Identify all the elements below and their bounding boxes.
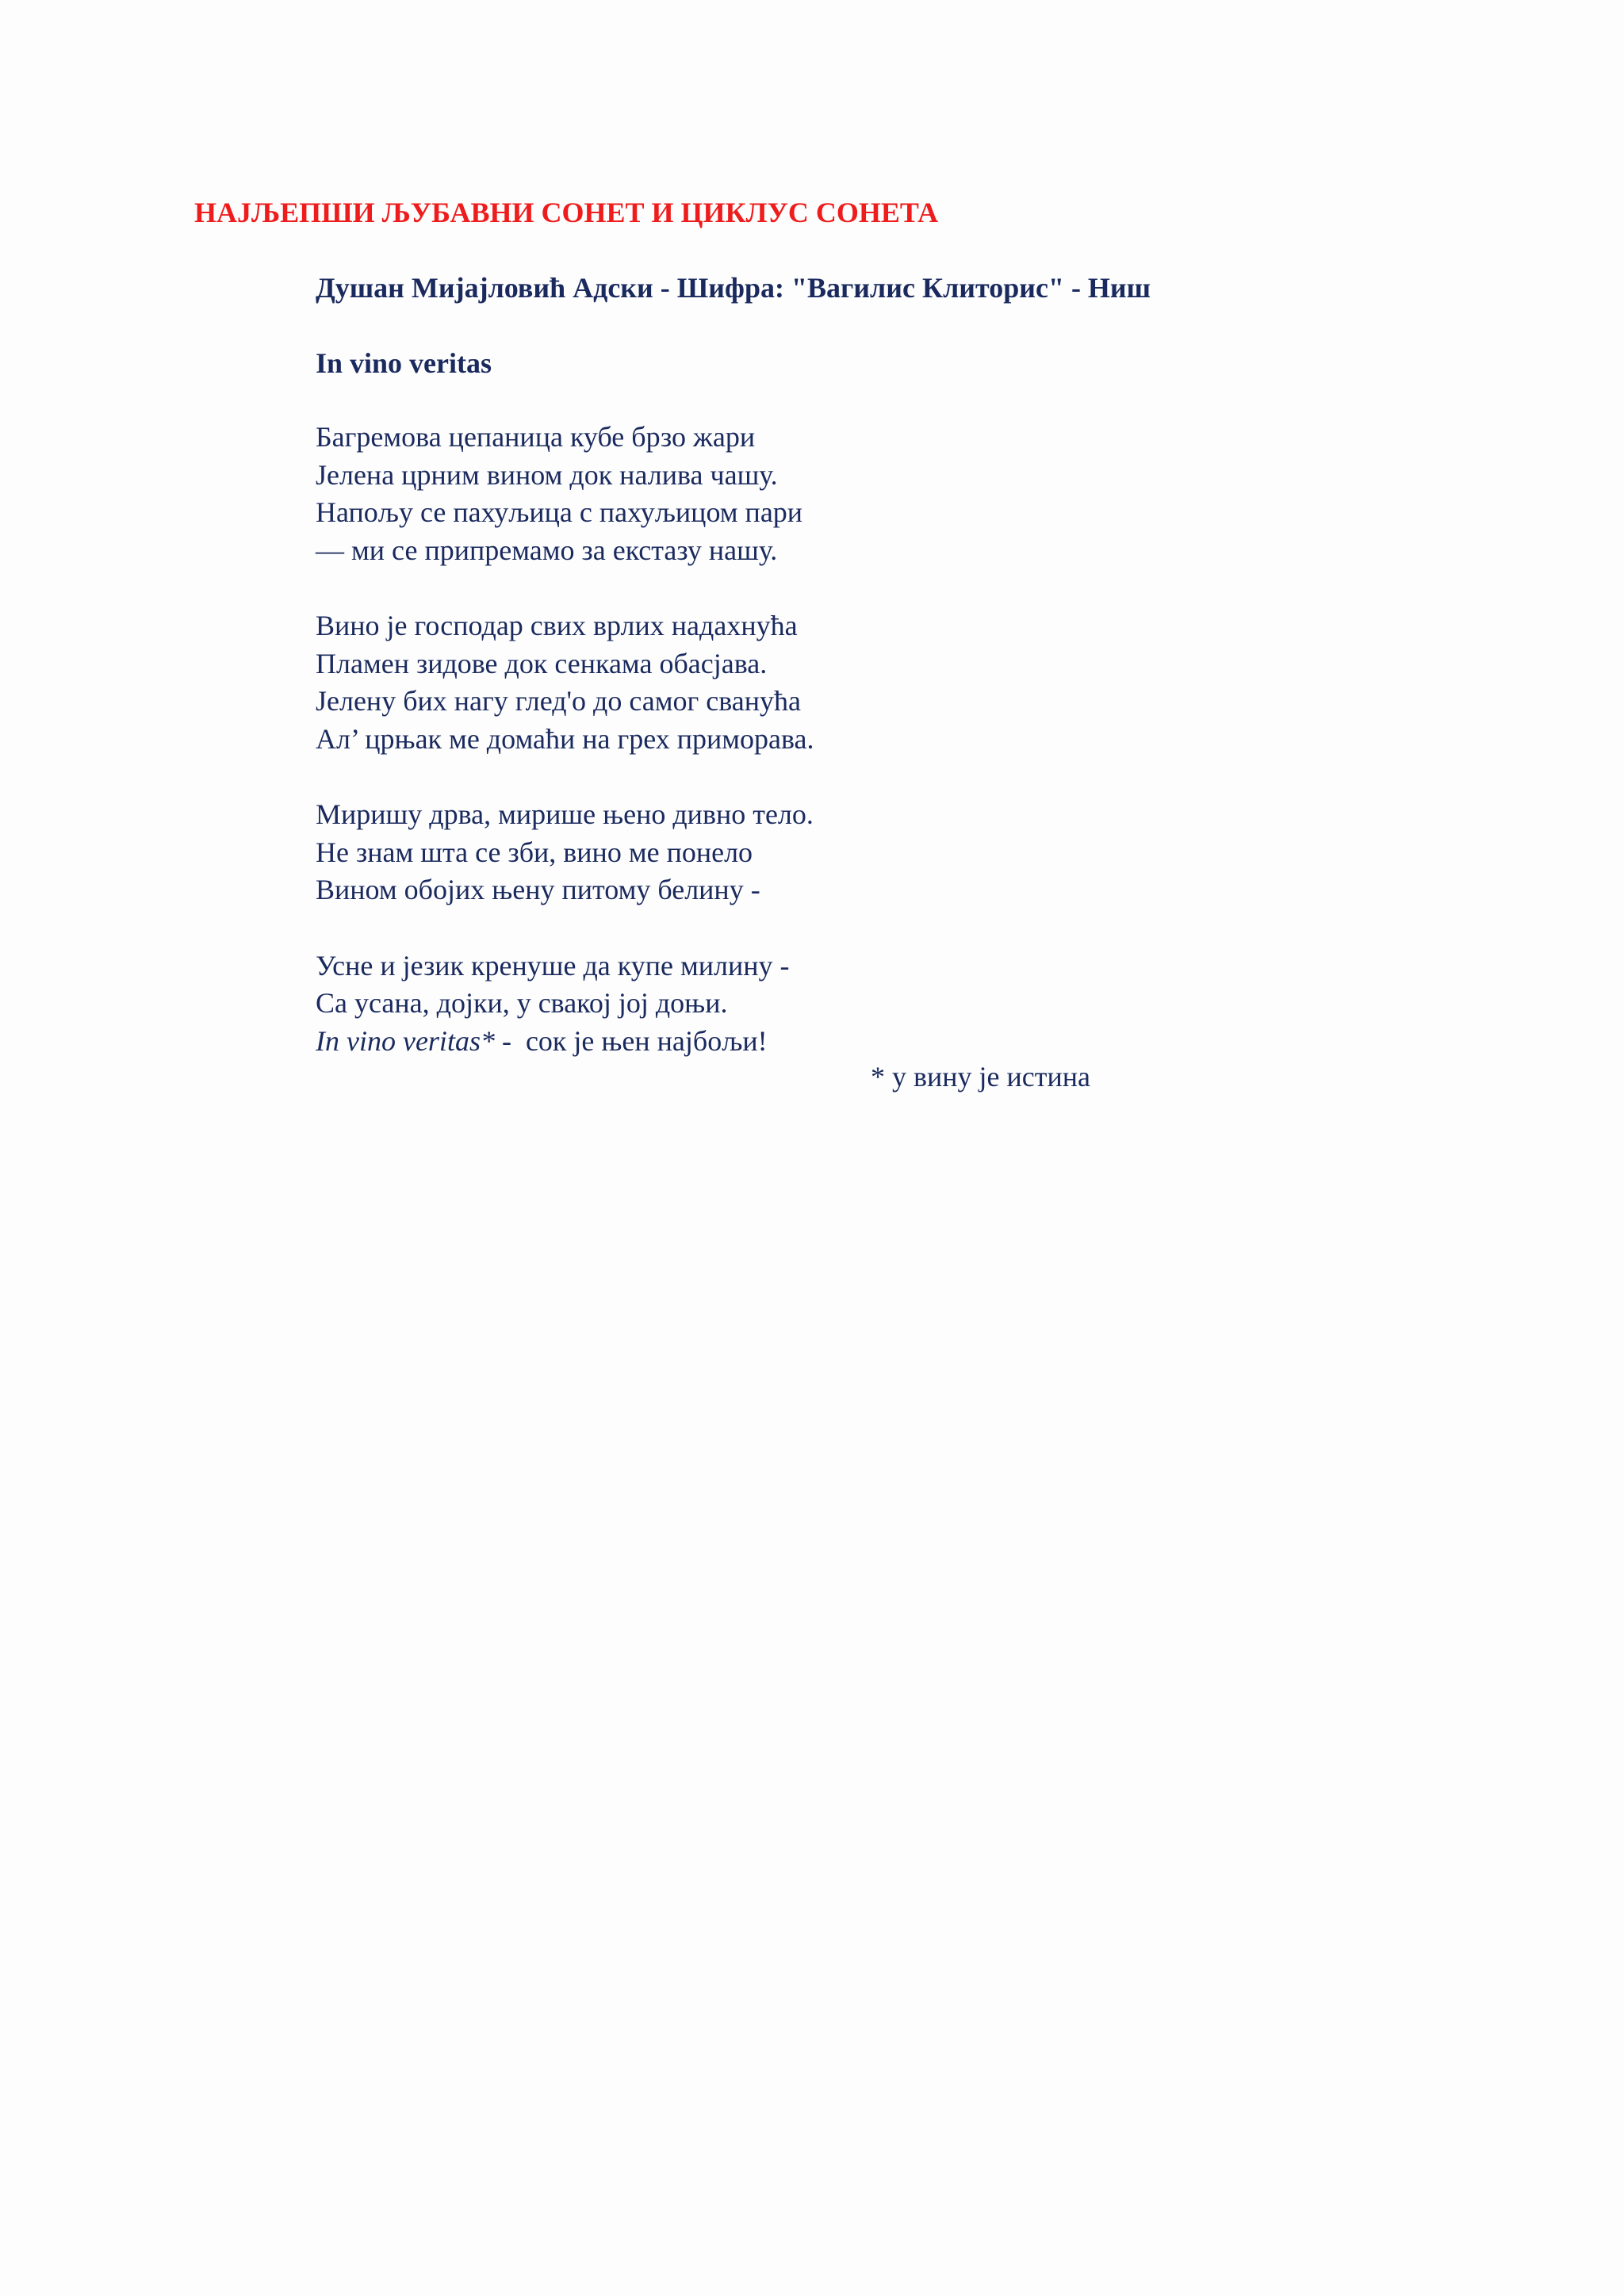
poem-body — [316, 419, 1505, 1098]
author-line: Душан Мијајловић Адски - Шифра: "Вагилис Клиторис" - Ниш — [316, 272, 1151, 304]
poem-line: Пламен зидове док сенкама обасјава. — [316, 647, 768, 679]
poem-last-line — [316, 1023, 1505, 1061]
poem-line: Не знам шта се зби, вино ме понело — [316, 836, 753, 868]
footnote: * у вину је истина — [871, 1061, 1090, 1093]
poem-line: Напољу се пахуљица с пахуљицом пари — [316, 496, 803, 528]
poem-line: Јелена црним вином док налива чашу. — [316, 458, 778, 491]
stanza-3 — [316, 796, 1505, 909]
poem-line: Усне и језик кренуше да купе милину - — [316, 949, 790, 982]
stanza-4 — [316, 947, 1505, 1061]
document-heading: НАЈЉЕПШИ ЉУБАВНИ СОНЕТ И ЦИКЛУС СОНЕТА — [194, 197, 939, 228]
latin-phrase: In vino veritas* — [316, 1024, 495, 1057]
poem-line: Вино је господар свих врлих надахнућа — [316, 610, 798, 641]
stanza-2 — [316, 607, 1505, 758]
last-line-rest: - сок је њен најбољи! — [494, 1024, 768, 1057]
poem-line: Ал’ црњак ме домаћи на грех приморава. — [316, 722, 814, 755]
poem-line: — ми се припремамо за екстазу нашу. — [316, 534, 778, 566]
poem-line: Багремова цепаница кубе брзо жари — [316, 421, 756, 453]
poem-line: Јелену бих нагу глед'о до самог сванућа — [316, 685, 801, 717]
poem-line: Са усана, дојки, у свакој јој доњи. — [316, 987, 728, 1019]
stanza-1 — [316, 419, 1505, 569]
poem-line: Вином обојих њену питому белину - — [316, 874, 760, 905]
poem-title: In vino veritas — [316, 347, 492, 379]
poem-line: Миришу дрва, мирише њено дивно тело. — [316, 798, 814, 830]
